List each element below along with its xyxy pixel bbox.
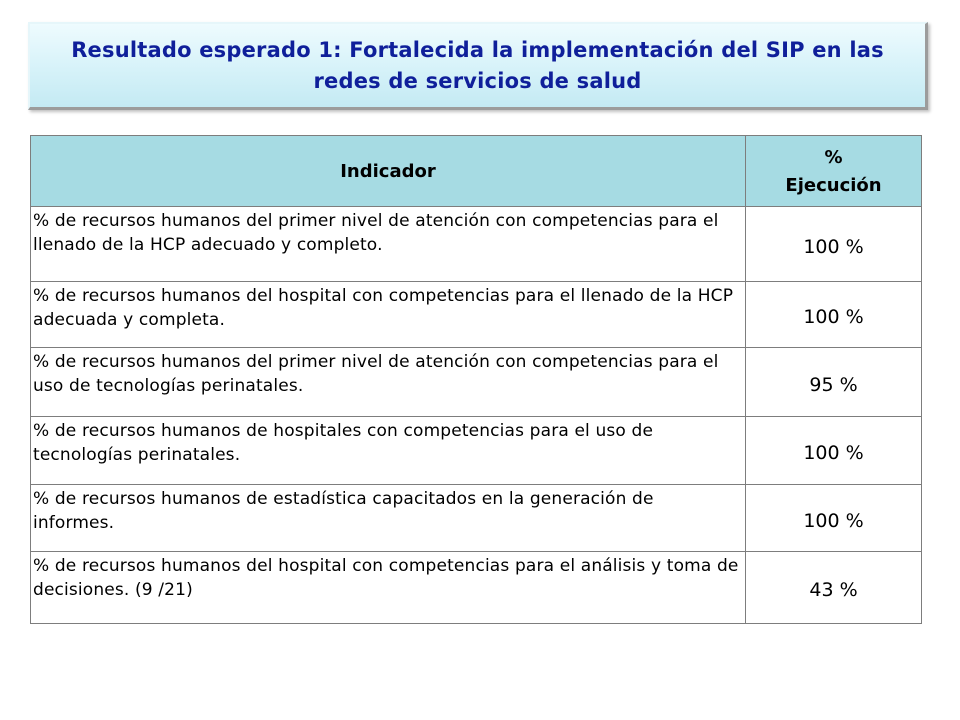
indicators-table [30,135,922,624]
table-row [31,485,922,552]
title-line-1: Resultado esperado 1: Fortalecida la implementación del SIP en las [71,37,884,62]
indicator-cell: % de recursos humanos del primer nivel de atención con competencias para el llenado de la HCP adecuado y completo. [31,207,746,282]
percent-cell: 43 % [746,552,922,624]
title-banner [28,22,928,110]
percent-cell: 100 % [746,485,922,552]
table-row [31,417,922,485]
title-line-2: redes de servicios de salud [313,68,642,93]
indicator-cell: % de recursos humanos de estadística capacitados en la generación de informes. [31,485,746,552]
table-row [31,348,922,417]
table-header-row [31,136,922,207]
header-execution-label: Ejecución [785,174,882,196]
header-indicator: Indicador [31,136,746,207]
table-row [31,552,922,624]
table-row [31,282,922,348]
indicator-cell: % de recursos humanos del primer nivel de atención con competencias para el uso de tecnologías perinatales. [31,348,746,417]
indicator-cell: % de recursos humanos de hospitales con competencias para el uso de tecnologías perinatales. [31,417,746,485]
percent-cell: 100 % [746,207,922,282]
percent-cell: 100 % [746,282,922,348]
slide-title [71,35,884,97]
percent-cell: 95 % [746,348,922,417]
header-percent-symbol: % [824,146,843,168]
percent-cell: 100 % [746,417,922,485]
indicator-cell: % de recursos humanos del hospital con competencias para el llenado de la HCP adecuada y completa. [31,282,746,348]
indicator-cell: % de recursos humanos del hospital con competencias para el análisis y toma de decisiones. (9 /21) [31,552,746,624]
header-percent-execution [746,136,922,207]
table-row [31,207,922,282]
